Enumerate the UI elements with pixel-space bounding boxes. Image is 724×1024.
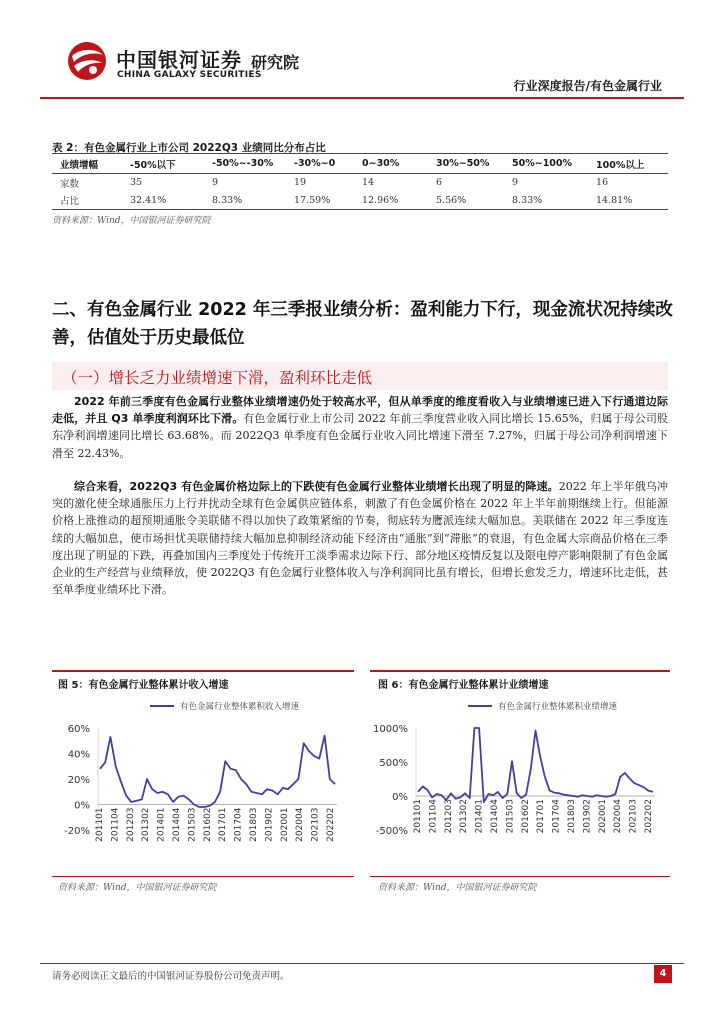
y-tick-label: -20% xyxy=(64,826,90,837)
x-tick-label: 201302 xyxy=(141,807,152,842)
y-tick-label: 500% xyxy=(379,758,408,769)
paragraph-2-body: 2022 年上半年俄乌冲突的激化使全球通胀压力上行并扰动全球有色金属供应链体系，刺激了有色金属价格在 2022 年上半年前期继续上行。但能源价格上涨推动的超预期通胀令美联储不得以加快了政策紧缩的节奏，彻底转为鹰派连续大幅加息。美联储在 2022 年三季度连续的大幅加息，使市场担忧美联储持续大幅加息抑制经济动能下经济由“通胀”到“滞胀”的衰退，有色金属大宗商品价格在三季度出现了明显的下跌，再叠加国内三季度处于传统开工淡季需求边际下行、部分地区疫情反复以及限电停产影响限制了有色金属企业的生产经营与业绩释放，使 2022Q3 有色金属行业整体收入与净利润同比虽有增长，但增长愈发乏力，增速环比走低，甚至单季度业绩环比下滑。 xyxy=(52,480,668,597)
series-line xyxy=(418,728,653,802)
figure6-title: 图 6：有色金属行业整体累计业绩增速 xyxy=(378,680,549,691)
figure5-source: 资料来源：Wind，中国银河证券研究院 xyxy=(58,883,217,893)
table-header-cell: 100%以上 xyxy=(588,154,668,174)
x-tick-label: 201704 xyxy=(551,799,562,834)
figure6-bottom-rule xyxy=(370,876,670,877)
table-header-cell: -30%~0 xyxy=(286,154,354,174)
x-tick-label: 201101 xyxy=(413,799,423,834)
table-cell: 35 xyxy=(130,177,143,189)
table-row xyxy=(52,174,668,192)
table-cell: 占比 xyxy=(52,192,122,210)
table-cell: 8.33% xyxy=(204,192,286,210)
paragraph-1 xyxy=(52,393,668,462)
table-cell: 32.41% xyxy=(122,192,204,210)
figure5-title: 图 5：有色金属行业整体累计收入增速 xyxy=(58,680,229,691)
x-tick-label: 201302 xyxy=(459,799,470,834)
y-tick-label: -500% xyxy=(375,826,408,837)
x-tick-label: 202103 xyxy=(628,799,639,834)
y-tick-label: 20% xyxy=(67,775,90,786)
table-cell: 9 xyxy=(512,177,519,189)
institute-name: 研究院 xyxy=(251,53,300,72)
table-cell: 家数 xyxy=(60,178,80,190)
table-row xyxy=(52,192,668,210)
report-type: 行业深度报告/有色金属行业 xyxy=(513,79,662,93)
series-line xyxy=(100,736,335,807)
footer-disclaimer: 请务必阅读正文最后的中国银河证券股份公司免责声明。 xyxy=(52,971,290,982)
y-tick-label: 40% xyxy=(67,749,90,761)
table-cell: 14 xyxy=(362,177,375,189)
x-tick-label: 201503 xyxy=(505,799,516,834)
table-header-cell: -50%~-30% xyxy=(204,154,286,174)
table-header-cell: 30%~50% xyxy=(428,154,504,174)
revenue-growth-chart xyxy=(52,690,352,874)
x-tick-label: 201602 xyxy=(202,807,213,842)
x-tick-label: 201203 xyxy=(125,807,136,842)
table-caption: 表 2：有色金属行业上市公司 2022Q3 业绩同比分布占比 xyxy=(52,142,326,154)
x-tick-label: 201503 xyxy=(187,807,198,842)
galaxy-logo-icon xyxy=(66,40,108,82)
table-header-cell: 0~30% xyxy=(354,154,428,174)
legend-label: 有色金属行业整体累积收入增速 xyxy=(180,702,300,712)
x-tick-label: 201104 xyxy=(428,799,439,834)
x-tick-label: 201701 xyxy=(536,799,547,834)
x-tick-label: 201602 xyxy=(520,799,531,834)
x-tick-label: 201404 xyxy=(172,807,182,842)
x-tick-label: 201803 xyxy=(567,799,577,834)
paragraph-1-body: 有色金属行业上市公司 2022 年前三季度营业收入同比增长 15.65%，归属于母公司股东净利润增速同比增长 63.68%。而 2022Q3 单季度有色金属行业收入同比增速下滑至 7.27%，归属于母公司净利润增速下滑至 22.43%。 xyxy=(52,412,668,460)
x-tick-label: 201104 xyxy=(110,807,121,842)
brand-name-cn: 中国银河证券 xyxy=(116,48,242,72)
y-tick-label: 0% xyxy=(74,800,90,812)
paragraph-2 xyxy=(52,478,668,598)
table-header-cell: 业绩增幅 xyxy=(52,154,122,174)
header-divider xyxy=(40,97,684,99)
legend-label: 有色金属行业整体累积业绩增速 xyxy=(498,702,618,712)
x-tick-label: 201704 xyxy=(233,807,244,842)
table-source: 资料来源：Wind，中国银河证券研究院 xyxy=(52,216,211,226)
figure6-source: 资料来源：Wind，中国银河证券研究院 xyxy=(378,883,537,893)
footer-divider xyxy=(40,963,684,964)
x-tick-label: 201902 xyxy=(582,799,593,834)
x-tick-label: 202001 xyxy=(597,799,608,834)
figure6-top-rule xyxy=(370,670,670,672)
table-header-cell: -50%以下 xyxy=(122,154,204,174)
paragraph-1-lead: 2022 年前三季度有色金属行业整体业绩增速仍处于较高水平，但从单季度的维度看收入与业绩增速已进入下行通道边际走低，并且 Q3 单季度利润环比下滑。 xyxy=(52,395,668,426)
section-title: 二、有色金属行业 2022 年三季报业绩分析：盈利能力下行，现金流状况持续改善，估值处于历史最低位 xyxy=(52,300,673,348)
table-cell: 12.96% xyxy=(354,192,428,210)
brand-name-en: CHINA GALAXY SECURITIES xyxy=(117,70,262,80)
paragraph-2-lead: 综合来看，2022Q3 有色金属价格边际上的下跌使有色金属行业整体业绩增长出现了明显的降速。 xyxy=(74,480,559,493)
table-cell: 5.56% xyxy=(428,192,504,210)
x-tick-label: 201902 xyxy=(264,807,275,842)
table-cell: 6 xyxy=(436,177,443,189)
x-tick-label: 201203 xyxy=(443,799,454,834)
x-tick-label: 201701 xyxy=(218,807,229,842)
performance-distribution-table xyxy=(52,153,668,210)
page-number: 4 xyxy=(654,965,672,983)
x-tick-label: 201101 xyxy=(95,807,105,842)
x-tick-label: 201401 xyxy=(474,799,485,834)
table-cell: 19 xyxy=(294,177,307,189)
table-cell: 16 xyxy=(596,177,609,189)
x-tick-label: 202004 xyxy=(295,807,306,842)
y-tick-label: 0% xyxy=(392,792,408,803)
y-tick-label: 60% xyxy=(67,724,90,735)
figure5-bottom-rule xyxy=(52,876,354,877)
x-tick-label: 202103 xyxy=(310,807,321,842)
x-tick-label: 202202 xyxy=(326,807,336,842)
x-tick-label: 202202 xyxy=(644,799,654,834)
table-cell: 17.59% xyxy=(286,192,354,210)
table-header-cell: 50%~100% xyxy=(504,154,588,174)
x-tick-label: 202004 xyxy=(613,799,624,834)
y-tick-label: 1000% xyxy=(373,724,408,735)
table-cell: 14.81% xyxy=(588,192,668,210)
x-tick-label: 202001 xyxy=(279,807,290,842)
profit-growth-chart xyxy=(370,690,670,874)
subsection-title: （一）增长乏力业绩增速下滑，盈利环比走低 xyxy=(62,369,373,387)
table-header-row xyxy=(52,154,668,174)
x-tick-label: 201401 xyxy=(156,807,167,842)
x-tick-label: 201404 xyxy=(490,799,500,834)
figure5-top-rule xyxy=(52,670,354,672)
table-cell: 8.33% xyxy=(504,192,588,210)
x-tick-label: 201803 xyxy=(249,807,259,842)
table-cell: 9 xyxy=(212,177,219,189)
